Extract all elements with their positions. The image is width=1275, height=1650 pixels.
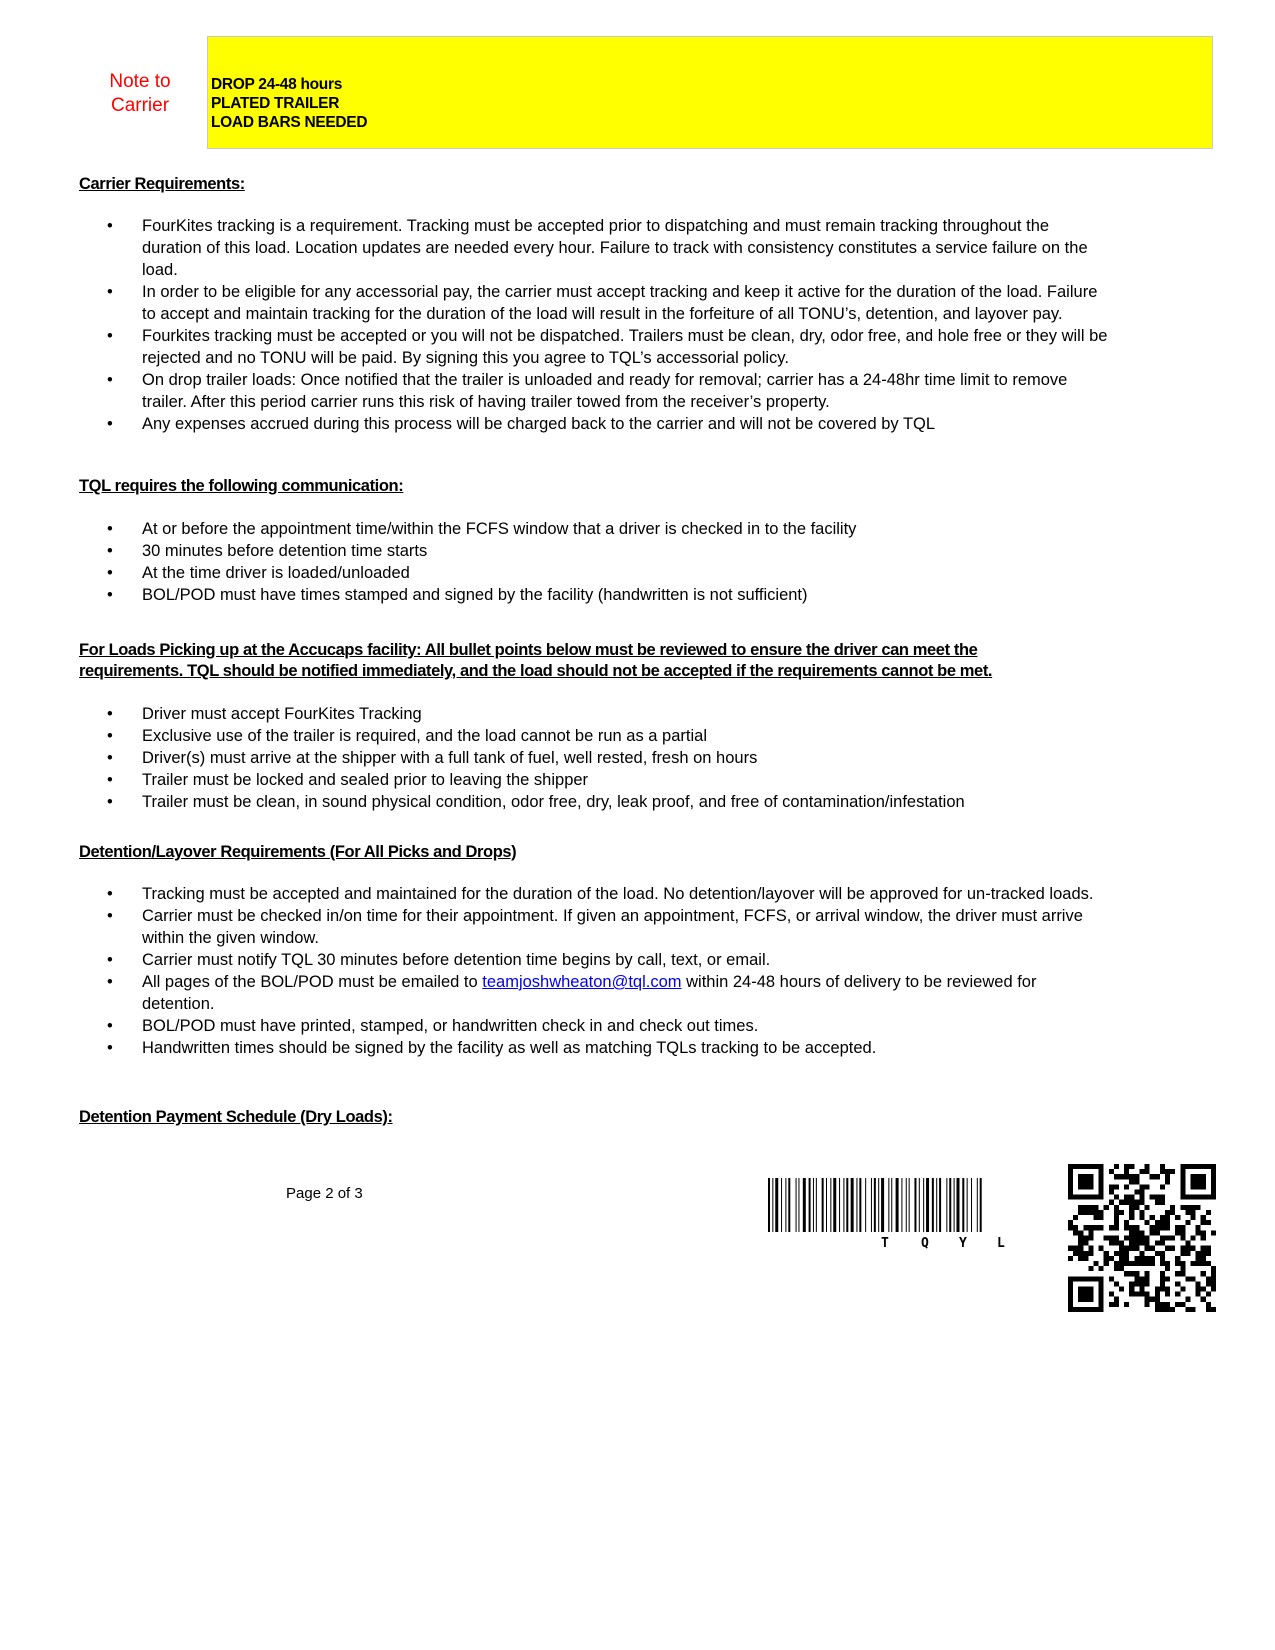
list-item-text: Driver(s) must arrive at the shipper with a full tank of fuel, well rested, fresh on hours — [142, 749, 758, 767]
note-label-line2: Carrier — [110, 95, 170, 116]
list-item: • All pages of the BOL/POD must be emailed to teamjoshwheaton@tql.com within 24-48 hours of delivery to be reviewed for detention. — [107, 973, 1037, 1013]
list-item: • On drop trailer loads: Once notified that the trailer is unloaded and ready for removal; carrier has a 24-48hr time limit to remove trailer. After this period carrier runs this risk of having trailer towed from the receiver’s property. — [107, 371, 1068, 411]
page-number: Page 2 of 3 — [286, 1185, 363, 1202]
barcode-char: Y — [959, 1236, 967, 1251]
carrier-requirements-section — [79, 174, 1109, 435]
section-heading: TQL requires the following communication: — [79, 477, 404, 495]
note-line: DROP 24-48 hours — [211, 76, 343, 93]
email-item-prefix: All pages of the BOL/POD must be emailed to — [142, 973, 483, 991]
list-item-text: Carrier must be checked in/on time for their appointment. If given an appointment, FCFS, or arrival window, the driver must arrive within the given window. — [142, 907, 1083, 947]
list-item-text: 30 minutes before detention time starts — [142, 542, 428, 560]
list-item: • BOL/POD must have printed, stamped, or handwritten check in and check out times. — [107, 1017, 759, 1035]
list-item: • At or before the appointment time/within the FCFS window that a driver is checked in to the facility — [107, 520, 857, 538]
list-item-text: On drop trailer loads: Once notified that the trailer is unloaded and ready for removal; carrier has a 24-48hr time limit to remove trailer. After this period carrier runs this risk of having trailer towed from the receiver’s property. — [142, 371, 1068, 411]
list-item: • Carrier must notify TQL 30 minutes before detention time begins by call, text, or email. — [107, 951, 771, 969]
email-link[interactable]: teamjoshwheaton@tql.com — [482, 973, 682, 991]
list-item-text: At or before the appointment time/within the FCFS window that a driver is checked in to the facility — [142, 520, 857, 538]
list-item: • Trailer must be clean, in sound physical condition, odor free, dry, leak proof, and free of contamination/infestation — [107, 793, 965, 811]
barcode-char: T — [881, 1236, 889, 1251]
list-item: • Fourkites tracking must be accepted or you will not be dispatched. Trailers must be clean, dry, odor free, and hole free or they will be rejected and no TONU will be paid. By signing this you agree to TQL’s accessorial policy. — [107, 327, 1108, 367]
list-item-text: Handwritten times should be signed by the facility as well as matching TQLs tracking to be accepted. — [142, 1039, 877, 1057]
list-item: • Tracking must be accepted and maintained for the duration of the load. No detention/layover will be approved for un-tracked loads. — [107, 885, 1094, 903]
list-item: • Driver must accept FourKites Tracking — [107, 705, 422, 723]
list-item-text: BOL/POD must have times stamped and signed by the facility (handwritten is not sufficient) — [142, 586, 808, 604]
list-item: • Trailer must be locked and sealed prior to leaving the shipper — [107, 771, 589, 789]
list-item: • Handwritten times should be signed by the facility as well as matching TQLs tracking to be accepted. — [107, 1039, 877, 1057]
list-item: • Driver(s) must arrive at the shipper with a full tank of fuel, well rested, fresh on hours — [107, 749, 758, 767]
note-label-line1: Note to — [109, 71, 171, 92]
communication-list — [79, 518, 1109, 606]
communication-section — [79, 476, 1109, 606]
section-heading: Detention Payment Schedule (Dry Loads): — [79, 1108, 393, 1126]
carrier-requirements-list — [79, 215, 1109, 435]
list-item-text — [142, 973, 1036, 1013]
barcode-char: L — [997, 1236, 1005, 1251]
list-item-text: Tracking must be accepted and maintained for the duration of the load. No detention/layover will be approved for un-tracked loads. — [142, 885, 1094, 903]
section-heading-line1: For Loads Picking up at the Accucaps facility: All bullet points below must be reviewed to ensure the driver can meet the — [79, 641, 978, 659]
barcode-char: Q — [921, 1236, 929, 1251]
list-item: • In order to be eligible for any accessorial pay, the carrier must accept tracking and keep it active for the duration of the load. Failure to accept and maintain tracking for the duration of the load will result in the forfeiture of all TONU’s, detention, and layover pay. — [107, 283, 1098, 323]
section-heading: Detention/Layover Requirements (For All Picks and Drops) — [79, 843, 517, 861]
list-item-text: Exclusive use of the trailer is required, and the load cannot be run as a partial — [142, 727, 707, 745]
payment-section — [79, 1107, 1109, 1128]
qr-code-image — [1068, 1164, 1216, 1312]
note-line: PLATED TRAILER — [211, 95, 340, 112]
list-item: • Exclusive use of the trailer is required, and the load cannot be run as a partial — [107, 727, 707, 745]
detention-list — [79, 883, 1109, 1059]
list-item-text: Driver must accept FourKites Tracking — [142, 705, 422, 723]
detention-section — [79, 842, 1109, 1059]
list-item-text: Any expenses accrued during this process will be charged back to the carrier and will not be covered by TQL — [142, 415, 936, 433]
section-heading-line2: requirements. TQL should be notified immediately, and the load should not be accepted if the requirements cannot be met. — [79, 662, 993, 680]
list-item: • Any expenses accrued during this process will be charged back to the carrier and will not be covered by TQL — [107, 415, 936, 433]
list-item: • 30 minutes before detention time starts — [107, 542, 428, 560]
list-item-text: BOL/POD must have printed, stamped, or handwritten check in and check out times. — [142, 1017, 759, 1035]
note-line: LOAD BARS NEEDED — [211, 114, 368, 131]
list-item: • At the time driver is loaded/unloaded — [107, 564, 410, 582]
accucaps-list — [79, 703, 1109, 813]
list-item-text: In order to be eligible for any accessorial pay, the carrier must accept tracking and keep it active for the duration of the load. Failure to accept and maintain tracking for the duration of the load will result in the forfeiture of all TONU’s, detention, and layover pay. — [142, 283, 1098, 323]
list-item: • BOL/POD must have times stamped and signed by the facility (handwritten is not sufficient) — [107, 586, 808, 604]
list-item-text: Carrier must notify TQL 30 minutes before detention time begins by call, text, or email. — [142, 951, 771, 969]
accucaps-section — [79, 640, 1109, 813]
section-heading: Carrier Requirements: — [79, 175, 245, 193]
list-item-text: Fourkites tracking must be accepted or you will not be dispatched. Trailers must be clean, dry, odor free, and hole free or they will be rejected and no TONU will be paid. By signing this you agree to TQL’s accessorial policy. — [142, 327, 1108, 367]
note-lines — [211, 75, 367, 132]
list-item-text: At the time driver is loaded/unloaded — [142, 564, 410, 582]
note-to-carrier-label — [100, 70, 180, 118]
list-item: • Carrier must be checked in/on time for their appointment. If given an appointment, FCFS, or arrival window, the driver must arrive within the given window. — [107, 907, 1083, 947]
list-item-text: FourKites tracking is a requirement. Tracking must be accepted prior to dispatching and must remain tracking throughout the duration of this load. Location updates are needed every hour. Failure to track with consistency constitutes a service failure on the load. — [142, 217, 1088, 279]
barcode-image — [768, 1178, 1051, 1232]
email-item-suffix: within 24-48 hours of delivery to be reviewed for detention. — [142, 973, 1037, 1013]
list-item-text: Trailer must be clean, in sound physical condition, odor free, dry, leak proof, and free of contamination/infestation — [142, 793, 965, 811]
list-item: • FourKites tracking is a requirement. Tracking must be accepted prior to dispatching and must remain tracking throughout the duration of this load. Location updates are needed every hour. Failure to track with consistency constitutes a service failure on the load. — [107, 217, 1088, 279]
list-item-text: Trailer must be locked and sealed prior to leaving the shipper — [142, 771, 589, 789]
